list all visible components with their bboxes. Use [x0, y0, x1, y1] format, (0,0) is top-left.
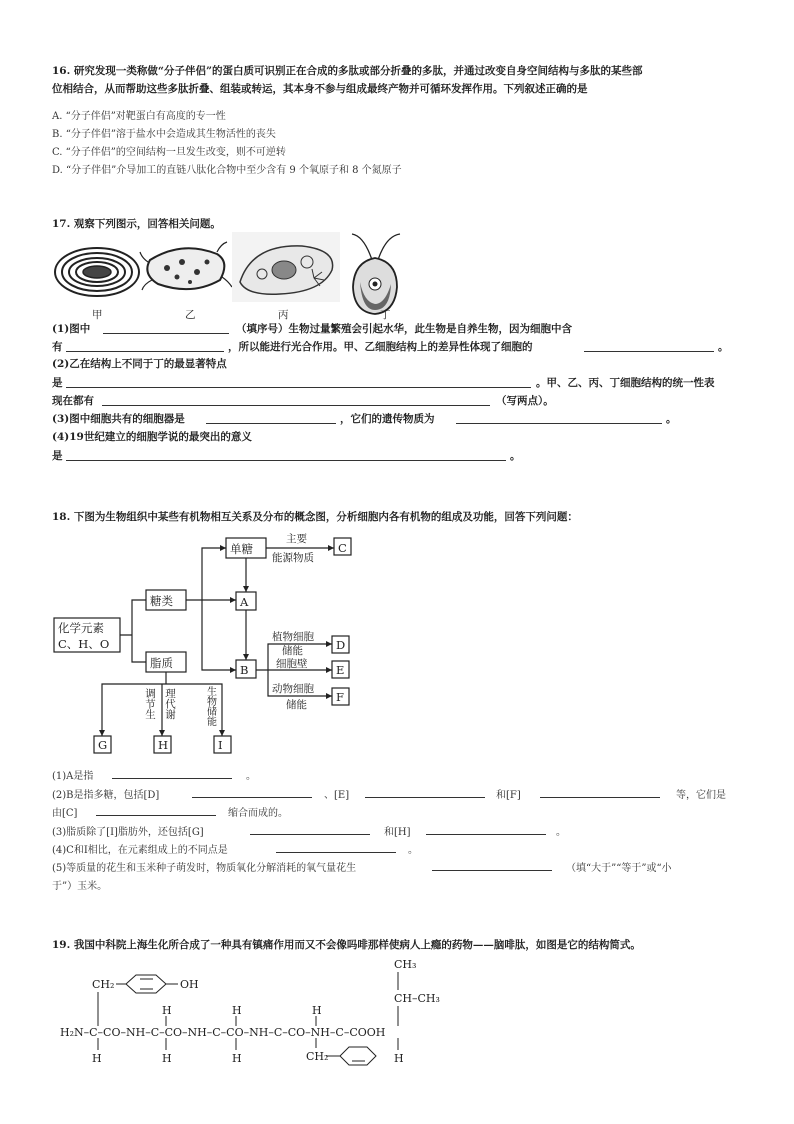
- formula-h-7: H: [394, 1052, 404, 1065]
- q17-blank-7[interactable]: [456, 423, 662, 424]
- q16-stem-line1: 16. 研究发现一类称做“分子伴侣”的蛋白质可识别正在合成的多肽或部分折叠的多肽，并通过改变自身空间结构与多肽的某些部: [52, 65, 643, 77]
- q17-part1-a: (1)图中: [52, 323, 91, 335]
- label-e: E: [336, 663, 345, 677]
- q17-part4-end: 。: [510, 450, 521, 462]
- q18-blank-9[interactable]: [432, 870, 552, 871]
- cell-jia-image: [55, 248, 139, 296]
- q17-blank-8[interactable]: [66, 460, 506, 461]
- q18-s1-a: (1)A是指: [52, 771, 94, 782]
- label-regulate-1: 调节生: [144, 688, 156, 720]
- q17-blank-3[interactable]: [584, 351, 714, 352]
- q18-blank-1[interactable]: [112, 778, 232, 779]
- label-wall: 细胞壁: [276, 658, 308, 670]
- label-elements: 化学元素: [58, 621, 104, 635]
- q17-part4-a: (4)19世纪建立的细胞学说的最突出的意义: [52, 431, 252, 443]
- q17-label-jia: 甲: [92, 309, 103, 321]
- q18-blank-7[interactable]: [426, 834, 546, 835]
- cell-ding-image: [352, 234, 400, 314]
- q17-part4-b: 是: [52, 450, 63, 462]
- formula-ch2-top: CH₂: [92, 978, 115, 991]
- label-i: I: [218, 738, 223, 752]
- q18-blank-5[interactable]: [96, 815, 216, 816]
- formula-h-5: H: [162, 1052, 172, 1065]
- formula-h-6: H: [232, 1052, 242, 1065]
- label-c: C: [338, 541, 347, 555]
- label-plant-1: 植物细胞: [272, 631, 314, 643]
- label-f: F: [336, 690, 344, 704]
- label-elements-2: C、H、O: [58, 637, 110, 651]
- q16-stem-line2: 位相结合，从而帮助这些多肽折叠、组装或转运，其本身不参与组成最终产物并可循环发挥作用。下列叙述正确的是: [52, 83, 588, 95]
- formula-h-4: H: [312, 1004, 322, 1017]
- q17-part1-c: 有: [52, 341, 63, 353]
- cell-bing-image: [232, 232, 340, 302]
- q17-label-yi: 乙: [185, 309, 196, 321]
- q16-option-c: C. “分子伴侣”的空间结构一旦发生改变，则不可逆转: [52, 147, 286, 158]
- label-animal-1: 动物细胞: [272, 683, 314, 695]
- q18-s2-d: 等，它们是: [676, 790, 726, 801]
- q18-s4-b: 和[H]: [384, 827, 411, 838]
- q17-blank-5[interactable]: [102, 405, 490, 406]
- q18-s6-b: （填“大于”“等于”或“小: [566, 863, 672, 874]
- label-store: 生物储能: [204, 686, 216, 726]
- q17-part3-end: 。: [666, 413, 677, 425]
- label-lipid: 脂质: [150, 656, 173, 670]
- q17-blank-2[interactable]: [66, 351, 224, 352]
- formula-oh: OH: [180, 978, 199, 991]
- q18-s4-a: (3)脂质除了[I]脂肪外，还包括[G]: [52, 827, 204, 838]
- cell-yi-image: [140, 242, 232, 290]
- label-sugar: 糖类: [150, 594, 173, 608]
- q17-blank-4[interactable]: [66, 387, 531, 388]
- benzene-ring-top: [126, 975, 166, 993]
- q17-part2-d: 现在都有: [52, 395, 94, 407]
- label-main-2: 能源物质: [272, 552, 314, 564]
- q18-blank-4[interactable]: [540, 797, 660, 798]
- formula-ch3: CH₃: [394, 958, 417, 971]
- q18-s5-a: (4)C和I相比，在元素组成上的不同点是: [52, 845, 228, 856]
- q18-blank-6[interactable]: [250, 834, 370, 835]
- q19-structural-formula: [56, 952, 456, 1072]
- q17-part1-d: ，所以能进行光合作用。甲、乙细胞结构上的差异性体现了细胞的: [228, 341, 533, 353]
- q17-blank-1[interactable]: [103, 333, 229, 334]
- formula-main-chain: H₂N–C–CO–NH–C–CO–NH–C–CO–NH–C–CO–NH–C–COOH: [60, 1026, 386, 1039]
- benzene-ring-bottom: [340, 1047, 376, 1065]
- q16-option-d: D. “分子伴侣”介导加工的直链八肽化合物中至少含有 9 个氧原子和 8 个氮原子: [52, 165, 402, 176]
- q18-s3-b: 缩合而成的。: [228, 808, 288, 819]
- label-g: G: [98, 738, 108, 752]
- q18-title: 18. 下图为生物组织中某些有机物相互关系及分布的概念图，分析细胞内各有机物的组成及功能，回答下列问题：: [52, 511, 578, 523]
- formula-ch-ch3: CH–CH₃: [394, 992, 440, 1005]
- q17-part1-b: （填序号）生物过量繁殖会引起水华，此生物是自养生物，因为细胞中含: [236, 323, 572, 335]
- q17-part2-a: (2)乙在结构上不同于丁的最显著特点: [52, 358, 227, 370]
- q18-s5-b: 。: [408, 845, 418, 856]
- q17-part3-b: ，它们的遗传物质为: [340, 413, 435, 425]
- q17-cell-figures: [52, 232, 422, 320]
- label-regulate-2: 理代谢: [164, 688, 176, 720]
- q18-blank-8[interactable]: [276, 852, 396, 853]
- label-d: D: [336, 638, 346, 652]
- q18-s4-c: 。: [556, 827, 566, 838]
- q18-s2-b: 、[E]: [324, 790, 350, 801]
- label-h: H: [158, 738, 169, 752]
- q17-label-ding: 丁: [380, 309, 391, 321]
- q18-blank-3[interactable]: [365, 797, 485, 798]
- label-b: B: [240, 663, 249, 677]
- label-a: A: [240, 595, 249, 609]
- label-mono: 单糖: [230, 542, 253, 556]
- formula-h-2: H: [162, 1004, 172, 1017]
- q17-part1-end: 。: [718, 341, 729, 353]
- label-animal-2: 储能: [286, 699, 307, 711]
- q19-title: 19. 我国中科院上海生化所合成了一种具有镇痛作用而又不会像吗啡那样使病人上瘾的药物——脑啡肽，如图是它的结构简式。: [52, 939, 641, 951]
- label-main-1: 主要: [286, 533, 307, 545]
- q18-blank-2[interactable]: [192, 797, 312, 798]
- q18-s3-a: 由[C]: [52, 808, 78, 819]
- q18-s2-a: (2)B是指多糖，包括[D]: [52, 790, 160, 801]
- q17-label-bing: 丙: [278, 309, 289, 321]
- formula-h-3: H: [232, 1004, 242, 1017]
- label-plant-2: 储能: [282, 645, 303, 657]
- formula-ch2-bottom: CH₂: [306, 1050, 329, 1063]
- q16-option-a: A. “分子伴侣”对靶蛋白有高度的专一性: [52, 111, 226, 122]
- q18-s2-c: 和[F]: [496, 790, 521, 801]
- q18-s6-a: (5)等质量的花生和玉米种子萌发时，物质氧化分解消耗的氧气量花生: [52, 863, 357, 874]
- q17-part3-a: (3)图中细胞共有的细胞器是: [52, 413, 185, 425]
- q17-title: 17. 观察下列图示，回答相关问题。: [52, 218, 221, 230]
- q17-part2-b: 是: [52, 377, 63, 389]
- q16-option-b: B. “分子伴侣”溶于盐水中会造成其生物活性的丧失: [52, 129, 276, 140]
- q17-part2-c: 。甲、乙、丙、丁细胞结构的统一性表: [536, 377, 715, 389]
- formula-h-1: H: [92, 1052, 102, 1065]
- q17-part2-e: （写两点）。: [496, 395, 554, 407]
- q18-s1-b: 。: [246, 771, 256, 782]
- q17-blank-6[interactable]: [206, 423, 336, 424]
- q18-concept-map: [50, 530, 370, 760]
- q18-s6-c: 于”）玉米。: [52, 881, 108, 892]
